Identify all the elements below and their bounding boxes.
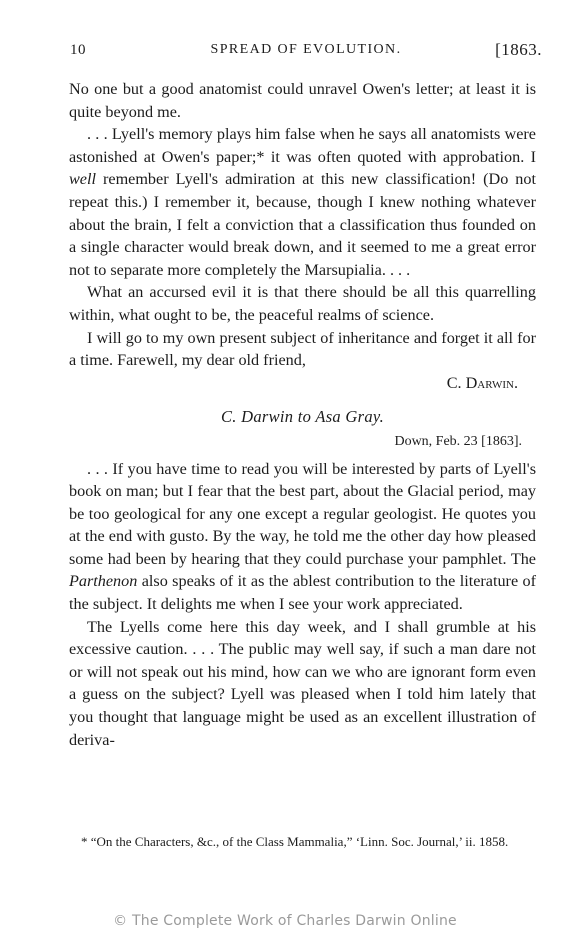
paragraph-lyell-book-end: also speaks of it as the ablest contribution to the literature of the subject. It delights me when I see your work appreciated. bbox=[69, 572, 536, 614]
paragraph-owen-letter: No one but a good anatomist could unravel Owen's letter; at least it is quite beyond me. bbox=[69, 80, 536, 121]
running-year: [1863. bbox=[495, 40, 542, 59]
signature: C. Darwin. bbox=[446, 373, 518, 392]
paragraph-lyell-book bbox=[69, 458, 536, 616]
letter-heading: C. Darwin to Asa Gray. bbox=[220, 407, 385, 427]
paragraph-accursed-evil: What an accursed evil it is that there should be all this quarrelling within, what ought to be, the peaceful realms of science. bbox=[69, 283, 536, 324]
paragraph-lyell-book-start: . . . If you have time to read you will be interested by parts of Lyell's book on man; but I fear that the best part, about the Glacial period, may be too geological for any one except a regular geologist. He quotes you at the end with gusto. By the way, he told me the other day how pleased some had been by hearing that they could purchase your pamphlet. The bbox=[69, 459, 536, 568]
body-text bbox=[69, 78, 536, 751]
running-title: SPREAD OF EVOLUTION. bbox=[210, 42, 402, 57]
footnote: * “On the Characters, &c., of the Class Mammalia,” ‘Linn. Soc. Journal,’ ii. 1858. bbox=[81, 834, 509, 849]
page-number: 10 bbox=[70, 42, 86, 58]
running-head bbox=[70, 42, 542, 64]
paragraph-lyell-memory-rest: remember Lyell's admiration at this new classification! (Do not repeat this.) I remember it, because, though I knew nothing whatever about the brain, I felt a conviction that a classification thus founded on a single character would break down, and it seemed to me a great error not to separate more completely the Marsupialia. . . . bbox=[69, 170, 536, 279]
paragraph-lyells-visit: The Lyells come here this day week, and I shall grumble at his excessive caution. . . . The public may well say, if such a man dare not or will not speak out his mind, how can we who are ignorant form even a guess on the subject? Lyell was pleased when I told him lately that you thought that language might be used as an excellent illustration of deriva- bbox=[69, 617, 536, 749]
paragraph-lyell-memory bbox=[69, 123, 536, 281]
paragraph-lyell-memory-start: . . . Lyell's memory plays him false when he says all anatomists were astonished at Owen's paper;* it was often quoted with approbation. I bbox=[69, 125, 536, 166]
italic-parthenon: Parthenon bbox=[69, 572, 138, 591]
paragraph-inheritance: I will go to my own present subject of inheritance and forget it all for a time. Farewell, my dear old friend, bbox=[69, 328, 536, 370]
letter-dateline: Down, Feb. 23 [1863]. bbox=[394, 433, 522, 449]
italic-well: well bbox=[69, 170, 96, 189]
copyright-watermark: © The Complete Work of Charles Darwin Online bbox=[113, 913, 457, 929]
